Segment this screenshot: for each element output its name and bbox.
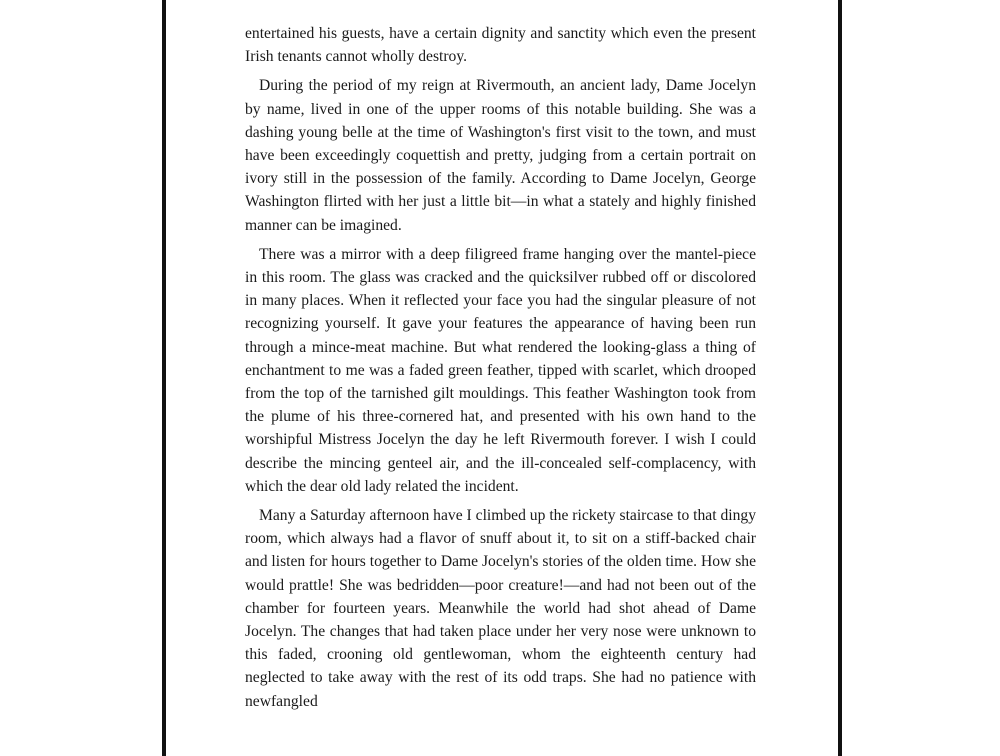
paragraph-4: Many a Saturday afternoon have I climbed up the rickety staircase to that dingy room, which always had a flavor of snuff about it, to sit on a stiff-backed chair and listen for hours together to Dame Jocelyn's stories of the olden time. How she would prattle! She was bedridden—poor creature!—and had not been out of the chamber for fourteen years. Meanwhile the world had shot ahead of Dame Jocelyn. The changes that had taken place under her very nose were unknown to this faded, crooning old gentlewoman, whom the eighteenth century had neglected to take away with the rest of its odd traps. She had no patience with newfangled xyxy=(245,507,756,710)
paragraph-3: There was a mirror with a deep filigreed frame hanging over the mantel-piece in this room. The glass was cracked and the quicksilver rubbed off or discolored in many places. When it reflected your face you had the singular pleasure of not recognizing yourself. It gave your features the appearance of having been run through a mince-meat machine. But what rendered the looking-glass a thing of enchantment to me was a faded green feather, tipped with scarlet, which drooped from the top of the tarnished gilt mouldings. This feather Washington took from the plume of his three-cornered hat, and presented with his own hand to the worshipful Mistress Jocelyn the day he left Rivermouth forever. I wish I could describe the mincing genteel air, and the ill-concealed self-complacency, with which the dear old lady related the incident. xyxy=(245,245,756,495)
paragraph-1: entertained his guests, have a certain dignity and sanctity which even the present Irish tenants cannot wholly destroy. xyxy=(245,25,756,66)
text-column xyxy=(245,22,756,719)
paragraph-2: During the period of my reign at Rivermouth, an ancient lady, Dame Jocelyn by name, lived in one of the upper rooms of this notable building. She was a dashing young belle at the time of Washington's first visit to the town, and must have been exceedingly coquettish and pretty, judging from a certain portrait on ivory still in the possession of the family. According to Dame Jocelyn, George Washington flirted with her just a little bit—in what a stately and highly finished manner can be imagined. xyxy=(245,77,756,234)
